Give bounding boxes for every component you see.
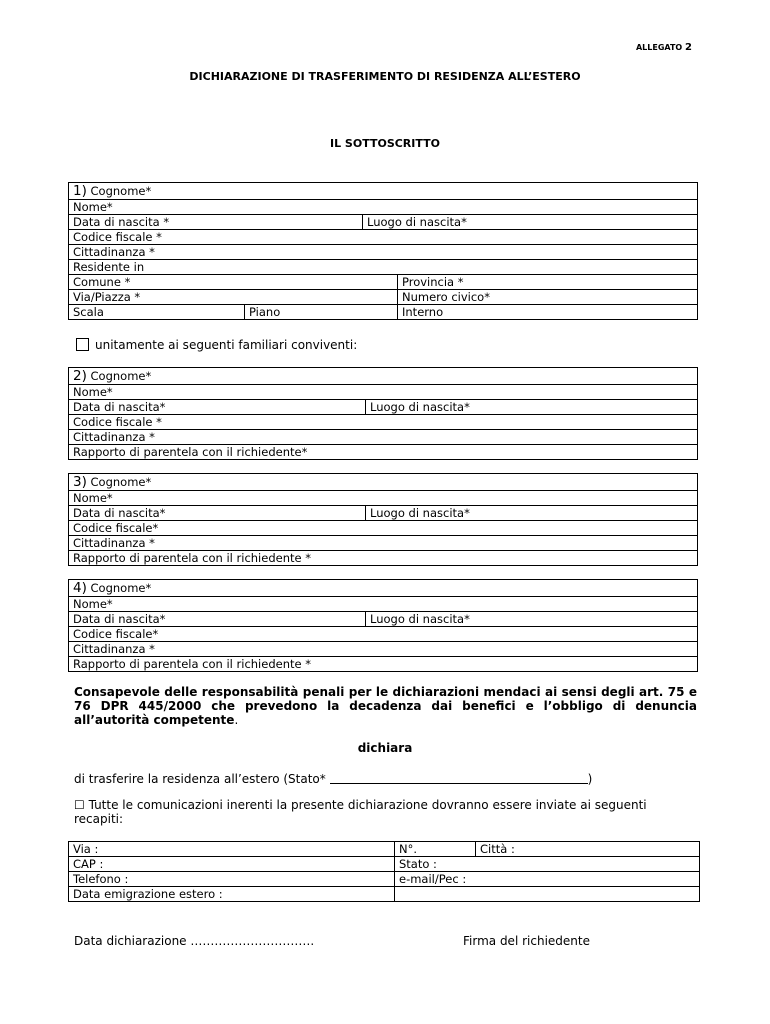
- person4-cittadinanza-field[interactable]: [69, 642, 698, 657]
- contact-email-label: e-mail/Pec :: [399, 872, 467, 886]
- contact-citta-label: Città :: [480, 842, 515, 856]
- stato-input-line[interactable]: [330, 771, 588, 784]
- stato-prefix: di trasferire la residenza all’estero (Stato*: [74, 772, 326, 786]
- person4-number: 4): [73, 580, 87, 596]
- person2-number: 2): [73, 368, 87, 384]
- person1-luogo-nascita-label: Luogo di nascita*: [367, 215, 467, 229]
- family-checkbox[interactable]: [76, 338, 89, 351]
- person1-cittadinanza-label: Cittadinanza *: [73, 245, 155, 259]
- contact-telefono-label: Telefono :: [73, 872, 129, 886]
- dichiara-heading: dichiara: [357, 741, 413, 755]
- contact-stato-field[interactable]: [395, 857, 700, 872]
- person2-table: [68, 367, 698, 460]
- person1-data-nascita-label: Data di nascita *: [73, 215, 170, 229]
- person1-cittadinanza-field[interactable]: [69, 245, 698, 260]
- person2-parentela-field[interactable]: [69, 445, 698, 460]
- person2-codice-fiscale-label: Codice fiscale *: [73, 415, 162, 429]
- firma-richiedente: Firma del richiedente: [463, 934, 590, 948]
- person2-cognome-label: Cognome*: [90, 369, 152, 383]
- person2-nome-label: Nome*: [73, 385, 113, 399]
- person1-civico-label: Numero civico*: [402, 290, 490, 304]
- person4-cognome-label: Cognome*: [90, 581, 152, 595]
- person2-codice-fiscale-field[interactable]: [69, 415, 698, 430]
- person1-scala-label: Scala: [73, 305, 104, 319]
- allegato-text: ALLEGATO: [635, 43, 683, 52]
- person1-cognome-label: Cognome*: [90, 184, 152, 198]
- data-dichiarazione[interactable]: Data dichiarazione ………………………….: [74, 934, 315, 948]
- person1-cognome-field[interactable]: [69, 183, 698, 200]
- person1-interno-label: Interno: [402, 305, 444, 319]
- contact-stato-label: Stato :: [399, 857, 437, 871]
- person3-number: 3): [73, 474, 87, 490]
- person2-cittadinanza-field[interactable]: [69, 430, 698, 445]
- person2-cittadinanza-label: Cittadinanza *: [73, 430, 155, 444]
- person4-luogo-nascita-field[interactable]: [366, 612, 698, 627]
- person1-piano-field[interactable]: [245, 305, 398, 320]
- allegato-number: 2: [685, 42, 692, 53]
- person3-luogo-nascita-field[interactable]: [366, 506, 698, 521]
- person3-nome-label: Nome*: [73, 491, 113, 505]
- person1-residente-field[interactable]: [69, 260, 698, 275]
- person4-nome-field[interactable]: [69, 597, 698, 612]
- page-title: DICHIARAZIONE DI TRASFERIMENTO DI RESIDENZA ALL’ESTERO: [189, 70, 581, 83]
- person4-codice-fiscale-field[interactable]: [69, 627, 698, 642]
- contact-empty-cell[interactable]: [395, 887, 700, 902]
- person2-data-nascita-field[interactable]: [69, 400, 366, 415]
- allegato-label: [560, 42, 692, 53]
- person4-data-nascita-field[interactable]: [69, 612, 366, 627]
- person4-nome-label: Nome*: [73, 597, 113, 611]
- person4-table: [68, 579, 698, 672]
- contact-cap-field[interactable]: [69, 857, 395, 872]
- contact-via-label: Via :: [73, 842, 99, 856]
- page-subtitle: IL SOTTOSCRITTO: [330, 137, 440, 150]
- person4-parentela-field[interactable]: [69, 657, 698, 672]
- person3-codice-fiscale-label: Codice fiscale*: [73, 521, 159, 535]
- family-checkbox-row: [76, 338, 357, 352]
- person2-parentela-label: Rapporto di parentela con il richiedente*: [73, 445, 308, 459]
- person2-nome-field[interactable]: [69, 385, 698, 400]
- contact-via-field[interactable]: [69, 842, 395, 857]
- person1-data-nascita-field[interactable]: [69, 215, 363, 230]
- stato-suffix: ): [587, 772, 593, 786]
- person3-table: [68, 473, 698, 566]
- stato-row: [74, 771, 592, 786]
- person1-provincia-field[interactable]: [398, 275, 698, 290]
- contact-email-field[interactable]: [395, 872, 700, 887]
- person3-cognome-label: Cognome*: [90, 475, 152, 489]
- person1-comune-field[interactable]: [69, 275, 398, 290]
- person1-codice-fiscale-label: Codice fiscale *: [73, 230, 162, 244]
- person1-civico-field[interactable]: [398, 290, 698, 305]
- person1-table: [68, 182, 698, 320]
- person1-provincia-label: Provincia *: [402, 275, 464, 289]
- person2-data-nascita-label: Data di nascita*: [73, 400, 166, 414]
- declaration-paragraph: [74, 685, 697, 727]
- person2-luogo-nascita-label: Luogo di nascita*: [370, 400, 470, 414]
- person1-via-field[interactable]: [69, 290, 398, 305]
- person3-codice-fiscale-field[interactable]: [69, 521, 698, 536]
- person3-parentela-label: Rapporto di parentela con il richiedente *: [73, 551, 311, 565]
- contact-numero-field[interactable]: [395, 842, 476, 857]
- contact-emigrazione-field[interactable]: [69, 887, 395, 902]
- person1-residente-label: Residente in: [73, 260, 145, 274]
- person4-cognome-field[interactable]: [69, 580, 698, 597]
- contact-citta-field[interactable]: [476, 842, 700, 857]
- person3-cognome-field[interactable]: [69, 474, 698, 491]
- contact-numero-label: N°.: [399, 842, 418, 856]
- person3-nome-field[interactable]: [69, 491, 698, 506]
- contacts-table: [68, 841, 700, 902]
- family-checkbox-label: unitamente ai seguenti familiari conviventi:: [95, 338, 358, 352]
- person3-data-nascita-label: Data di nascita*: [73, 506, 166, 520]
- person1-number: 1): [73, 183, 87, 199]
- declaration-text: Consapevole delle responsabilità penali per le dichiarazioni mendaci ai sensi degli art. 75 e 76 DPR 445/2000 che prevedono la decadenza dai benefici e l’obbligo di denuncia all’autorità competente: [74, 685, 697, 727]
- person4-data-nascita-label: Data di nascita*: [73, 612, 166, 626]
- person3-cittadinanza-field[interactable]: [69, 536, 698, 551]
- person4-codice-fiscale-label: Codice fiscale*: [73, 627, 159, 641]
- declaration-period: .: [234, 713, 239, 727]
- person3-cittadinanza-label: Cittadinanza *: [73, 536, 155, 550]
- communications-paragraph: ☐ Tutte le comunicazioni inerenti la presente dichiarazione dovranno essere inviate ai seguenti recapiti:: [74, 798, 647, 826]
- person1-piano-label: Piano: [249, 305, 281, 319]
- person3-data-nascita-field[interactable]: [69, 506, 366, 521]
- person1-interno-field[interactable]: [398, 305, 698, 320]
- person1-comune-label: Comune *: [73, 275, 131, 289]
- person2-luogo-nascita-field[interactable]: [366, 400, 698, 415]
- person1-scala-field[interactable]: [69, 305, 245, 320]
- person4-cittadinanza-label: Cittadinanza *: [73, 642, 155, 656]
- person3-parentela-field[interactable]: [69, 551, 698, 566]
- contact-cap-label: CAP :: [73, 857, 104, 871]
- contact-telefono-field[interactable]: [69, 872, 395, 887]
- person4-luogo-nascita-label: Luogo di nascita*: [370, 612, 470, 626]
- person4-parentela-label: Rapporto di parentela con il richiedente *: [73, 657, 311, 671]
- person1-codice-fiscale-field[interactable]: [69, 230, 698, 245]
- person1-nome-field[interactable]: [69, 200, 698, 215]
- person3-luogo-nascita-label: Luogo di nascita*: [370, 506, 470, 520]
- person1-luogo-nascita-field[interactable]: [363, 215, 698, 230]
- contact-emigrazione-label: Data emigrazione estero :: [73, 887, 223, 901]
- person1-nome-label: Nome*: [73, 200, 113, 214]
- person1-via-label: Via/Piazza *: [73, 290, 141, 304]
- person2-cognome-field[interactable]: [69, 368, 698, 385]
